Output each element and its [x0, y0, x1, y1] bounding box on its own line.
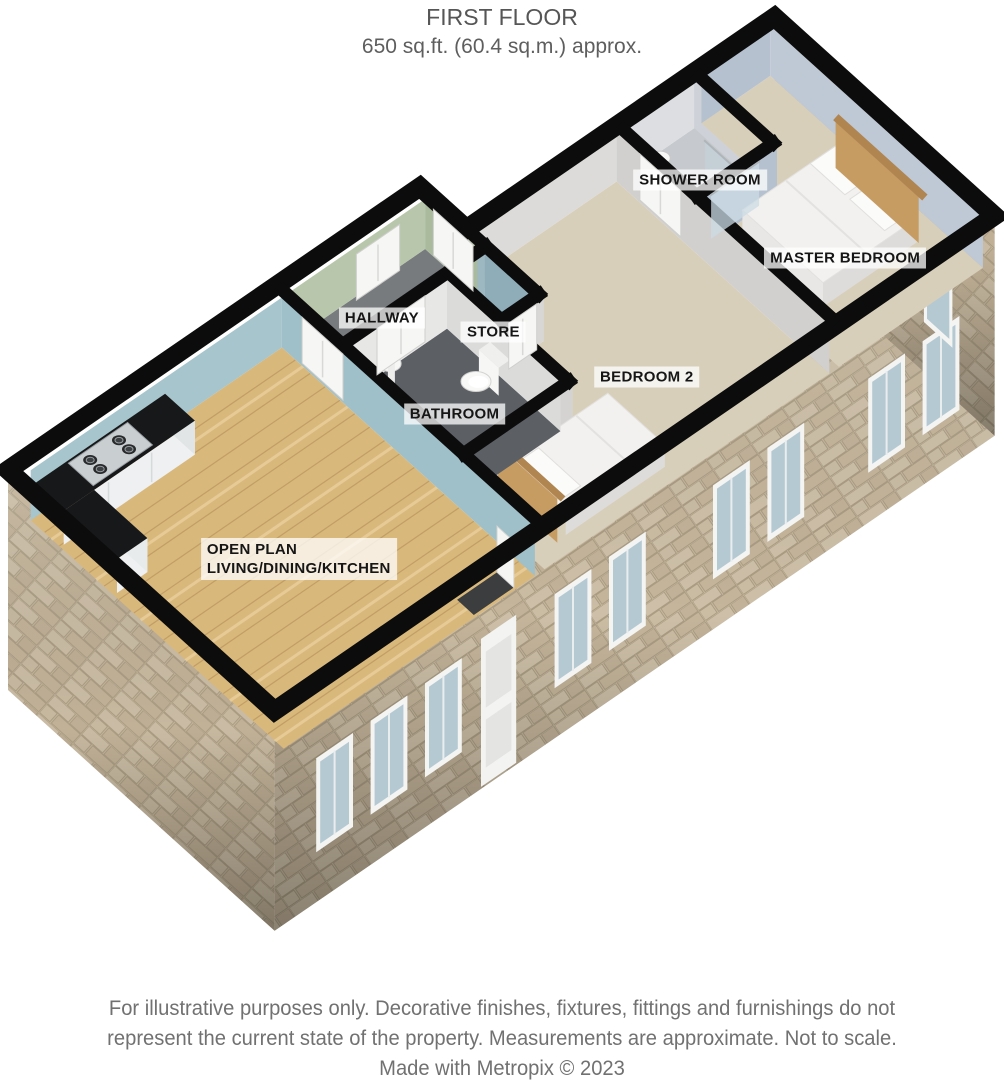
room-label-hallway: HALLWAY — [339, 308, 425, 329]
room-label-store: STORE — [461, 322, 526, 343]
disclaimer-line2: represent the current state of the property. Measurements are approximate. Not to scale. — [107, 1027, 897, 1050]
floor-area: 650 sq.ft. (60.4 sq.m.) approx. — [361, 35, 643, 58]
open-plan-label-line1: OPEN PLAN — [206, 540, 298, 558]
open-plan-label-line2: LIVING/DINING/KITCHEN — [206, 559, 391, 577]
room-label-bathroom: BATHROOM — [404, 404, 506, 425]
disclaimer-line3: Made with Metropix © 2023 — [379, 1057, 625, 1080]
room-label-open-plan — [201, 538, 397, 580]
room-label-bedroom-2: BEDROOM 2 — [594, 366, 700, 387]
title-block — [0, 2, 1004, 62]
disclaimer-line1: For illustrative purposes only. Decorative finishes, fixtures, fittings and furnishings do not — [108, 997, 896, 1020]
floor-title: FIRST FLOOR — [426, 4, 578, 30]
disclaimer — [20, 994, 984, 1084]
room-label-shower-room: SHOWER ROOM — [633, 170, 767, 191]
room-label-master-bedroom: MASTER BEDROOM — [764, 248, 926, 269]
